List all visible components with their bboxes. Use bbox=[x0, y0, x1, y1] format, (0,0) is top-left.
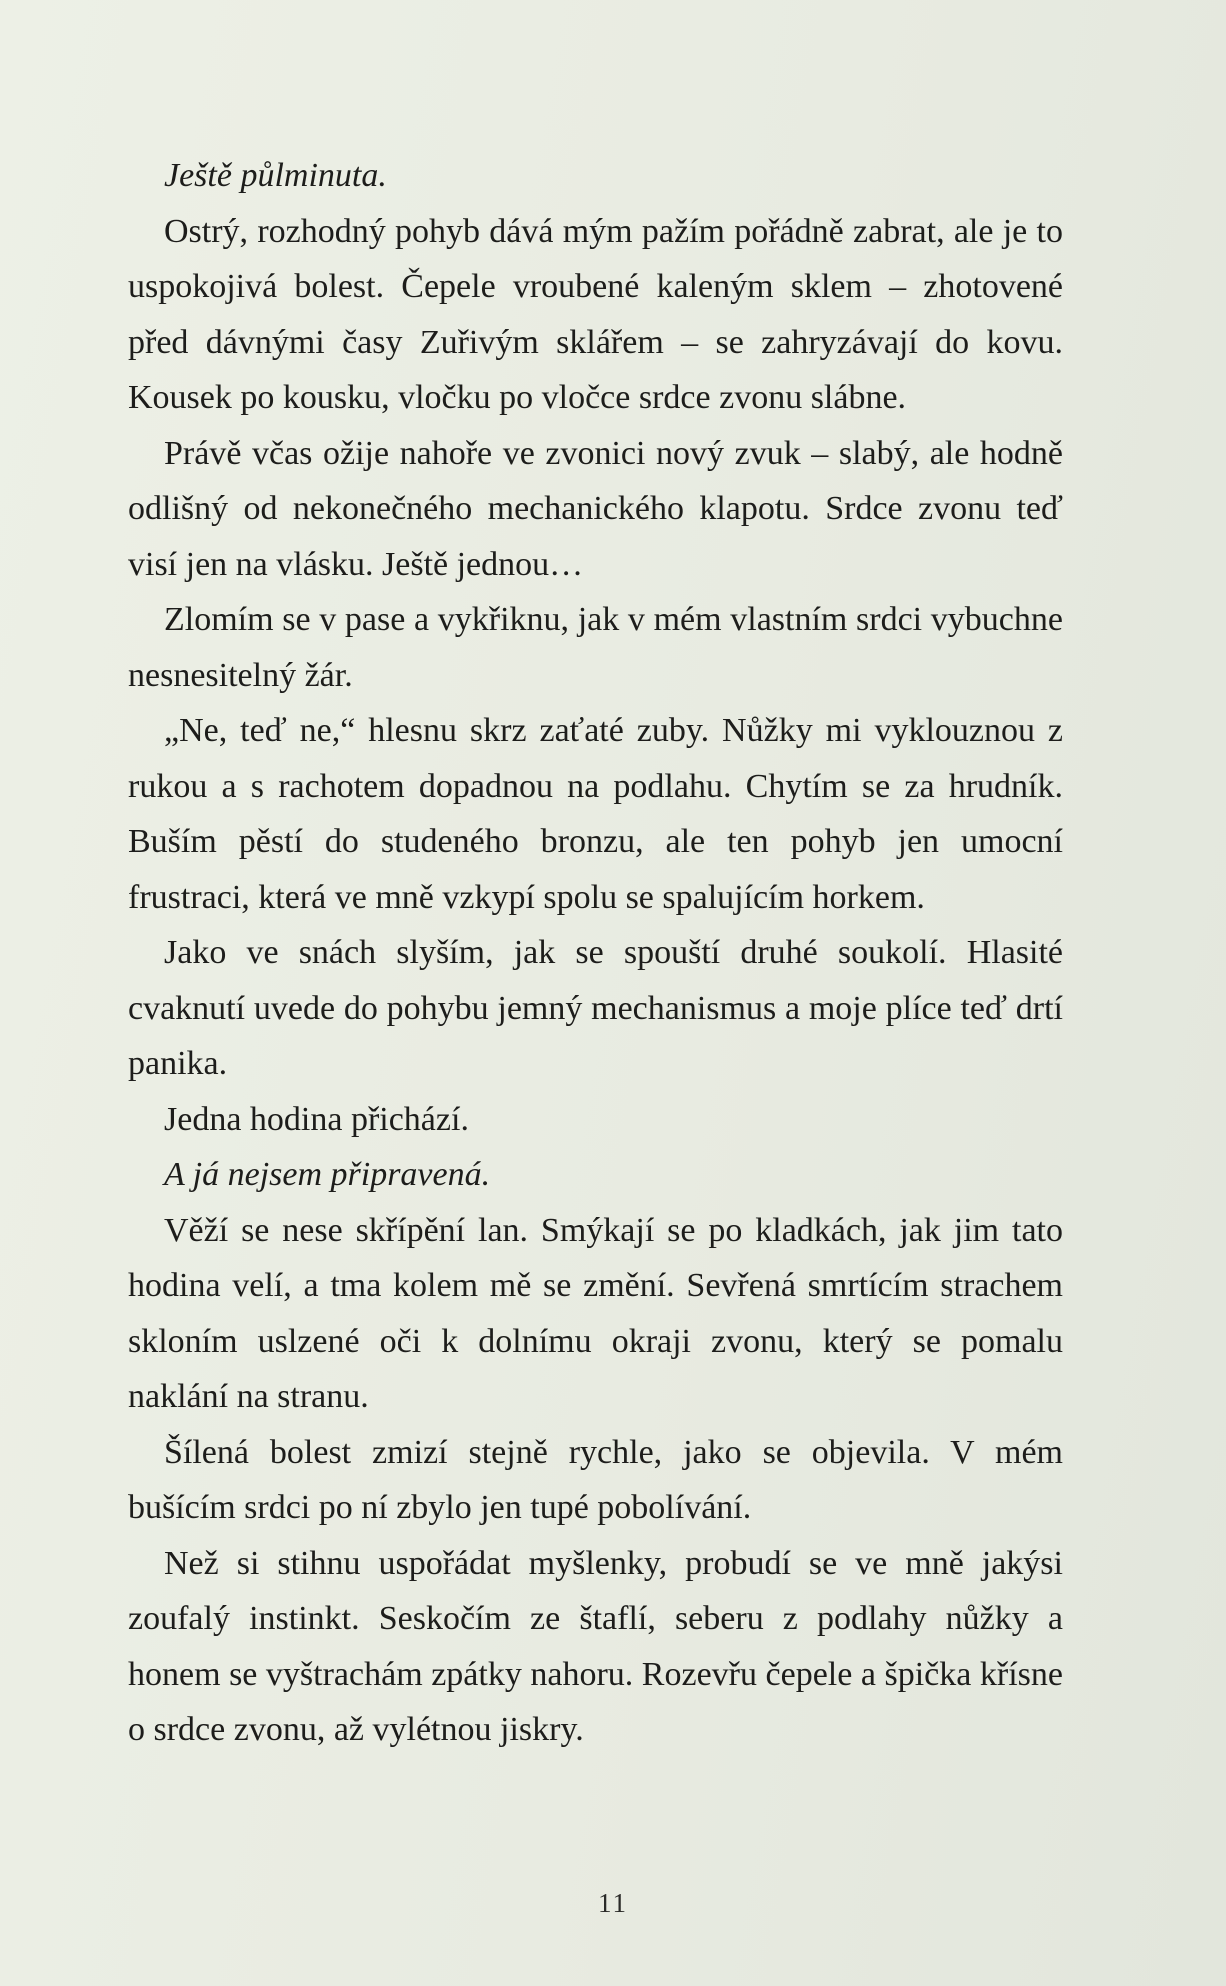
paragraph-6: Jako ve snách slyším, jak se spouští druhé soukolí. Hlasité cvaknutí uvede do pohybu jemný mechanismus a moje plíce teď drtí panika. bbox=[128, 934, 1063, 1082]
paragraph-5: „Ne, teď ne,“ hlesnu skrz zaťaté zuby. Nůžky mi vyklouznou z rukou a s rachotem dopadnou na podlahu. Chytím se za hrudník. Buším pěstí do studeného bronzu, ale ten pohyb jen umocní frustraci, která ve mně vzkypí spolu se spalujícím horkem. bbox=[128, 712, 1063, 916]
paragraph-10: Šílená bolest zmizí stejně rychle, jako se objevila. V mém bušícím srdci po ní zbylo jen tupé pobolívání. bbox=[128, 1433, 1063, 1526]
body-text bbox=[128, 148, 1063, 1758]
paragraph-8: A já nejsem připravená. bbox=[164, 1156, 491, 1193]
paragraph-1: Ještě půlminuta. bbox=[164, 157, 387, 194]
paragraph-11: Než si stihnu uspořádat myšlenky, probudí se ve mně jakýsi zoufalý instinkt. Seskočím ze štaflí, seberu z podlahy nůžky a honem se vyštrachám zpátky nahoru. Rozevřu čepele a špička křísne o srdce zvonu, až vylétnou jiskry. bbox=[128, 1544, 1063, 1748]
page-number: 11 bbox=[598, 1888, 628, 1918]
paragraph-2: Ostrý, rozhodný pohyb dává mým pažím pořádně zabrat, ale je to uspokojivá bolest. Čepele vroubené kaleným sklem – zhotovené před dávnými časy Zuřivým sklářem – se zahryzávají do kovu. Kousek po kousku, vločku po vločce srdce zvonu slábne. bbox=[128, 212, 1063, 416]
paragraph-3: Právě včas ožije nahoře ve zvonici nový zvuk – slabý, ale hodně odlišný od nekonečného mechanického klapotu. Srdce zvonu teď visí jen na vlásku. Ještě jednou… bbox=[128, 434, 1063, 583]
paragraph-4: Zlomím se v pase a vykřiknu, jak v mém vlastním srdci vybuchne nesnesitelný žár. bbox=[128, 601, 1063, 694]
paragraph-9: Věží se nese skřípění lan. Smýkají se po kladkách, jak jim tato hodina velí, a tma kolem mě se změní. Sevřená smrtícím strachem skloním uslzené oči k dolnímu okraji zvonu, který se pomalu naklání na stranu. bbox=[128, 1211, 1063, 1415]
paragraph-7: Jedna hodina přichází. bbox=[164, 1100, 469, 1138]
